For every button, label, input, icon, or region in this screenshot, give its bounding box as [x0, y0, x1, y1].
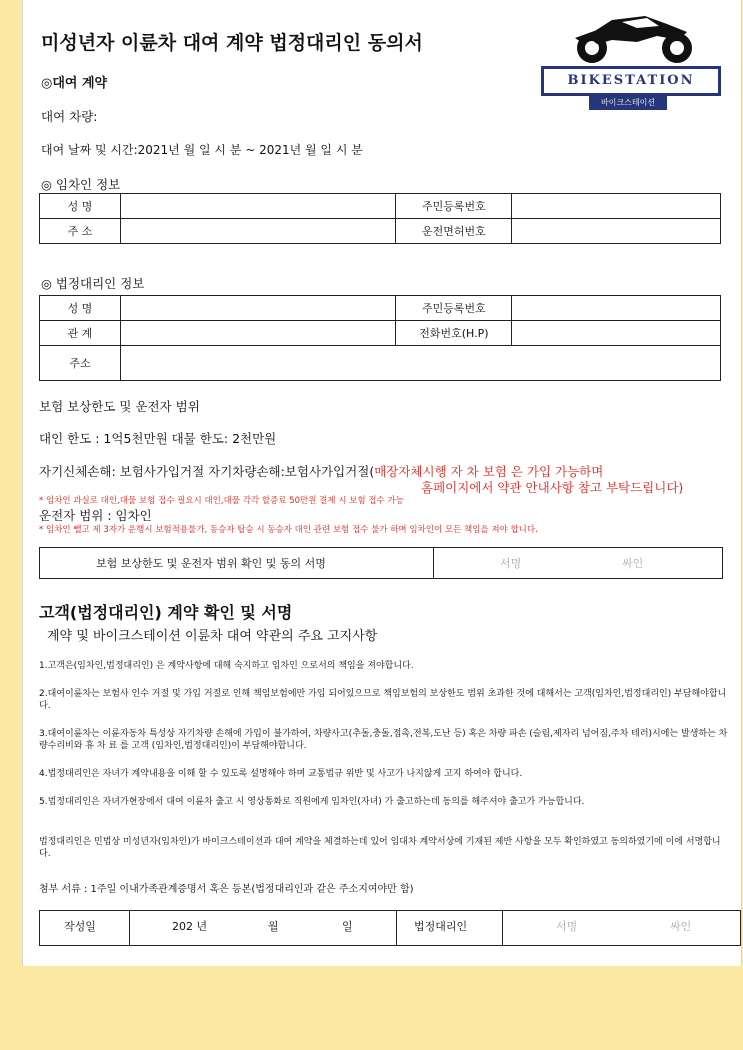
insurance-tiny-note-1: * 임차인 과실로 대인,대물 보험 접수 필요시 대인,대물 각각 할증료 50만원 결제 시 보험 접수 가능 — [39, 496, 404, 506]
guardian-sign-field[interactable]: 서명 — [556, 920, 578, 933]
table-row — [40, 346, 721, 381]
attachment-note: 첨부 서류 : 1주일 이내가족관계증명서 혹은 등본(법정대리인과 같은 주소지여야만 함) — [39, 884, 414, 895]
table-row — [40, 219, 721, 244]
renter-license-label: 운전면허번호 — [396, 219, 512, 244]
date-day[interactable]: 일 — [342, 920, 353, 933]
guardian-name-field[interactable] — [120, 296, 396, 321]
guardian-address-label: 주소 — [40, 346, 121, 381]
guardian-phone-field[interactable] — [512, 321, 721, 346]
renter-id-field[interactable] — [512, 194, 721, 219]
guardian-seal-field[interactable]: 싸인 — [670, 920, 692, 933]
document-sheet — [22, 0, 742, 966]
notice-item: 4.법정대리인은 자녀가 계약내용을 이해 할 수 있도록 설명해야 하며 교통법규 위반 및 사고가 나지않게 고지 하여야 합니다. — [39, 769, 523, 779]
insurance-consent-box — [39, 547, 723, 579]
insurance-consent-label: 보험 보상한도 및 운전자 범위 확인 및 동의 서명 — [96, 557, 326, 570]
table-row — [40, 321, 721, 346]
date-month[interactable]: 월 — [268, 920, 279, 933]
notice-item: 1.고객은(임차인,법정대리인) 은 계약사항에 대해 숙지하고 임차인 으로서의 책임을 져야합니다. — [39, 661, 414, 671]
rental-heading: ◎대여 계약 — [41, 76, 108, 91]
table-row — [40, 194, 721, 219]
renter-id-label: 주민등록번호 — [396, 194, 512, 219]
signature-row — [39, 910, 741, 946]
self-damage-red-note: 매장자체시행 자 차 보험 은 가입 가능하며 — [374, 464, 604, 479]
date-year[interactable]: 202 년 — [172, 920, 208, 933]
notice-item: 3.대여이륜차는 이륜자동차 특성상 자기차량 손해에 가입이 불가하여, 차량사고(추돌,충돌,접촉,전복,도난 등) 혹은 차량 파손 (슬림,제자리 넘어짐,주차 테러)시에는 발생하는 차량수리비와 휴 차 료 를 고객 (임차인,법정대리인)이 부담해야합니다. — [39, 729, 728, 751]
renter-address-label: 주 소 — [40, 219, 121, 244]
motorcycle-logo-icon — [567, 6, 701, 66]
renter-address-field[interactable] — [120, 219, 396, 244]
vehicle-label: 대여 차량: — [41, 109, 98, 124]
insurance-limit: 대인 한도 : 1억5천만원 대물 한도: 2천만원 — [39, 431, 277, 446]
guardian-phone-label: 전화번호(H.P) — [396, 321, 512, 346]
renter-name-field[interactable] — [120, 194, 396, 219]
driver-range: 운전자 범위 : 임차인 — [39, 508, 152, 523]
brand-logo-subtitle: 바이크스테이션 — [589, 96, 667, 110]
insurance-heading: 보험 보상한도 및 운전자 범위 — [39, 399, 200, 414]
renter-name-label: 성 명 — [40, 194, 121, 219]
renter-license-field[interactable] — [512, 219, 721, 244]
guardian-id-field[interactable] — [512, 296, 721, 321]
insurance-sign-field[interactable]: 서명 — [500, 557, 522, 570]
insurance-seal-field[interactable]: 싸인 — [622, 557, 644, 570]
brand-logo: BIKESTATION — [541, 66, 721, 96]
table-row — [40, 296, 721, 321]
guardian-info-table — [39, 295, 721, 381]
homepage-red-note: 홈페이지에서 약관 안내사항 참고 부탁드립니다) — [421, 480, 684, 495]
guardian-heading: ◎ 법정대리인 정보 — [41, 276, 145, 291]
guardian-id-label: 주민등록번호 — [396, 296, 512, 321]
renter-info-table — [39, 193, 721, 244]
customer-heading: 고객(법정대리인) 계약 확인 및 서명 — [39, 603, 293, 622]
guardian-signature-label: 법정대리인 — [414, 920, 468, 933]
self-damage-text: 자기신체손해: 보험사가입거절 자기차량손해:보험사가입거절( — [39, 464, 375, 479]
guardian-address-field[interactable] — [120, 346, 720, 381]
guardian-relation-field[interactable] — [120, 321, 396, 346]
declaration-text: 법정대리인은 민법상 미성년자(임차인)가 바이크스테이션과 대여 계약을 체결하는데 있어 임대차 계약서상에 기재된 제반 사항을 모두 확인하였고 동의하였기에 이에 서명합니다. — [39, 837, 721, 859]
guardian-relation-label: 관 계 — [40, 321, 121, 346]
date-label: 작성일 — [64, 920, 96, 933]
document-title: 미성년자 이륜차 대여 계약 법정대리인 동의서 — [41, 32, 423, 54]
renter-heading: ◎ 임차인 정보 — [41, 177, 121, 192]
rental-datetime: 대여 날짜 및 시간:2021년 월 일 시 분 ~ 2021년 월 일 시 분 — [41, 143, 363, 157]
notice-item: 5.법정대리인은 자녀가현장에서 대여 이륜차 출고 시 영상통화로 직원에게 임차인(자녀) 가 출고하는데 동의를 해주셔야 출고가 가능합니다. — [39, 797, 585, 807]
guardian-name-label: 성 명 — [40, 296, 121, 321]
notice-item: 2.대여이륜차는 보험사 인수 거절 및 가입 거절로 인해 책임보험에만 가입 되어있으므로 책임보험의 보상한도 범위 초과한 것에 대해서는 고객(임차인,법정대리인) 부담해야합니다. — [39, 689, 727, 711]
insurance-tiny-note-2: * 임차인 뺄고 제 3자가 운행시 보험적용불가, 동승자 탑승 시 동승자 대인 관련 보험 접수 불가 하며 임차인이 모든 책임을 져야 합니다. — [39, 525, 538, 535]
customer-subheading: 계약 및 바이크스테이션 이륜차 대여 약관의 주요 고지사항 — [47, 629, 378, 644]
